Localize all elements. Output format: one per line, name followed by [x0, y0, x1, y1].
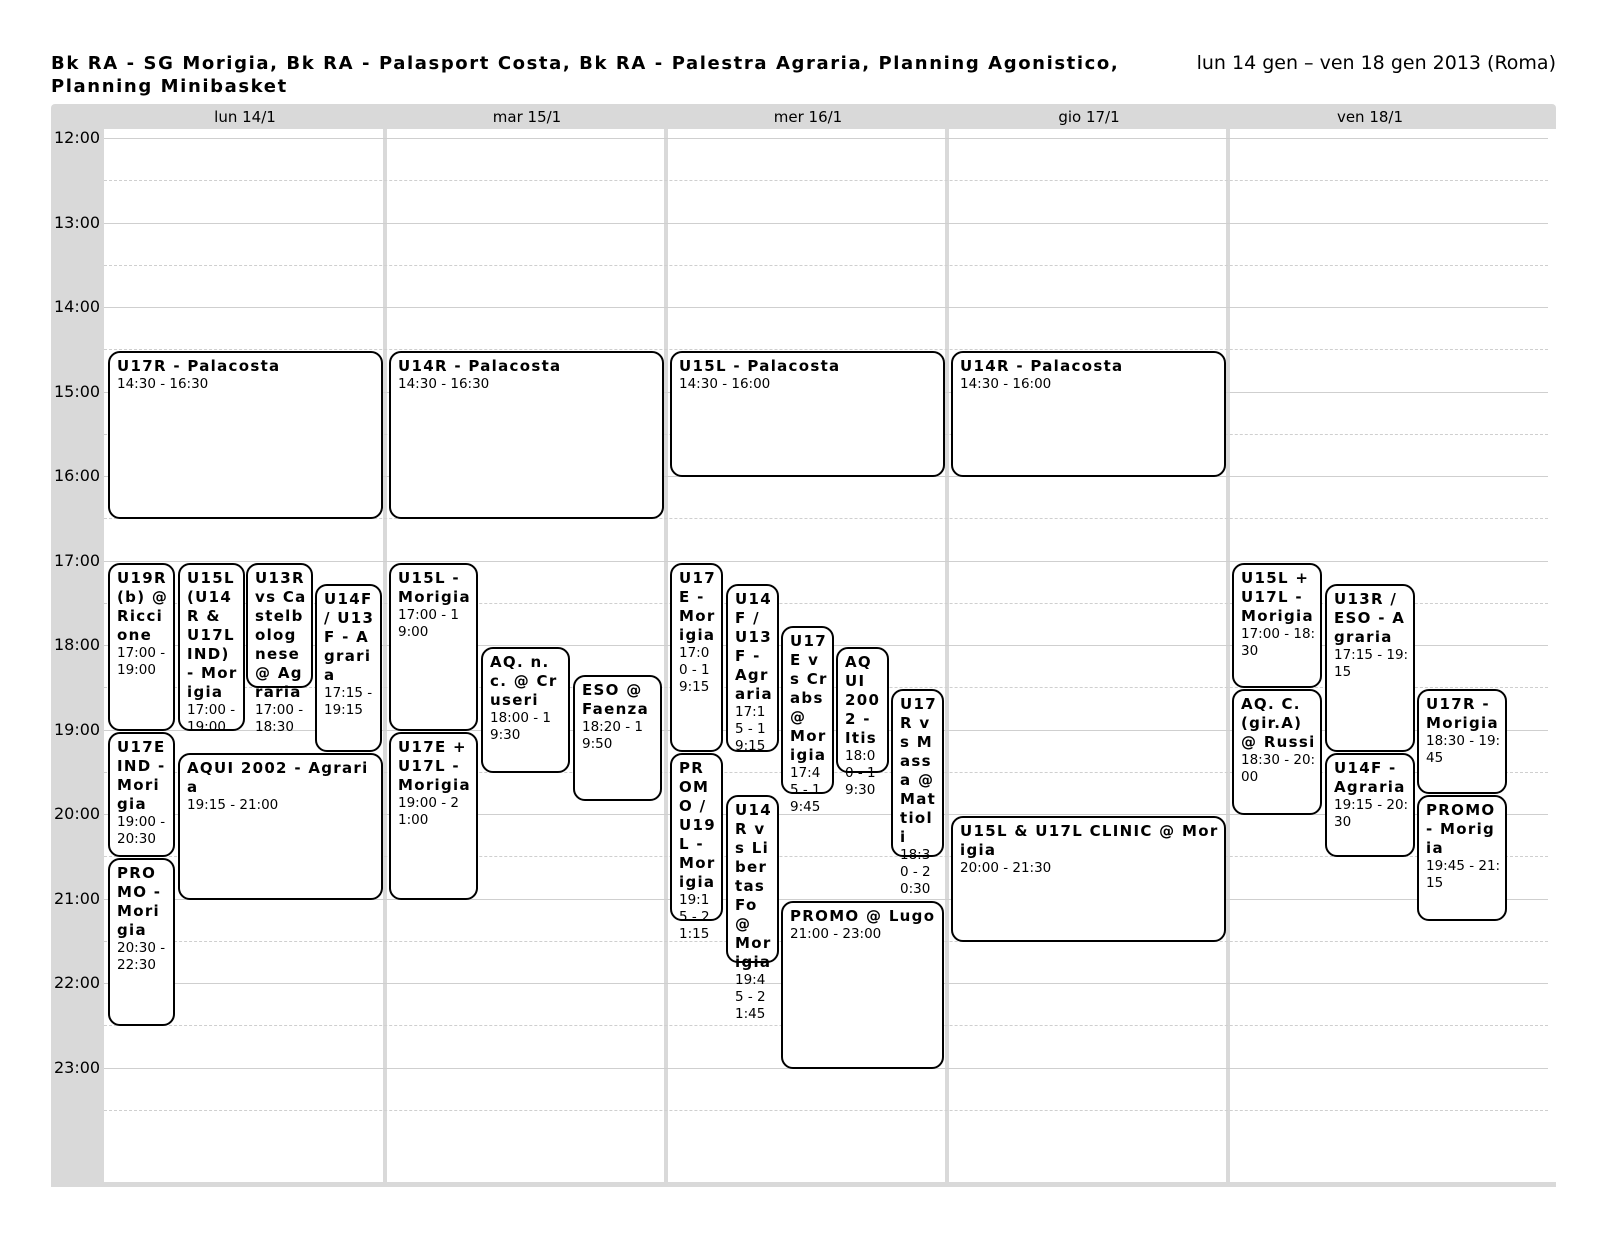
hour-line: [104, 138, 1548, 139]
hour-line: [104, 223, 1548, 224]
half-hour-line: [104, 1110, 1548, 1111]
calendar-event[interactable]: [1325, 584, 1415, 752]
calendar-event[interactable]: [670, 351, 945, 477]
event-title: U17R - Morigia: [1426, 695, 1499, 733]
event-time: 18:20 - 19:50: [582, 719, 643, 753]
time-label-10: 22:00: [54, 973, 101, 992]
event-time: 18:00 - 19:30: [845, 748, 876, 798]
event-time: 14:30 - 16:30: [117, 376, 209, 393]
event-title: ESO @ Faenza: [582, 681, 649, 719]
day-separator: [945, 129, 949, 1182]
calendar-event[interactable]: [1325, 753, 1415, 858]
calendar-event[interactable]: [389, 563, 478, 731]
event-title: U14F - Agraria: [1334, 758, 1406, 796]
event-time: 19:15 - 20:30: [1334, 796, 1409, 830]
calendar-event[interactable]: [951, 351, 1226, 477]
calendar-event[interactable]: [481, 647, 570, 773]
event-title: AQ. n.c. @ Cruseri: [490, 653, 558, 709]
event-title: U17E - Morigia: [679, 568, 716, 644]
hour-line: [104, 561, 1548, 562]
calendar-event[interactable]: [573, 675, 662, 801]
event-time: 17:00 - 19:15: [679, 644, 710, 695]
event-title: PROMO - Morigia: [1426, 800, 1496, 857]
half-hour-line: [104, 349, 1548, 350]
time-label-0: 12:00: [54, 128, 101, 147]
event-time: 14:30 - 16:30: [398, 376, 490, 393]
time-label-7: 19:00: [54, 719, 101, 739]
event-title: PROMO / U19L - Morigia: [679, 758, 716, 891]
time-label-9: 21:00: [54, 888, 101, 908]
event-time: 20:30 - 22:30: [117, 940, 166, 974]
event-title: AQUI 2002 - Itis: [845, 653, 881, 747]
event-title: AQUI 2002 - Agraria: [187, 758, 369, 796]
time-label-4: 16:00: [54, 466, 101, 485]
event-time: 19:45 - 21:15: [1426, 857, 1501, 891]
calendar-event[interactable]: [781, 901, 944, 1069]
time-label-5: 17:00: [54, 550, 101, 570]
event-time: 19:15 - 21:15: [679, 891, 710, 942]
day-header-0: lun 14/1: [214, 108, 276, 126]
event-title: U14F / U13F - Agraria: [735, 589, 773, 703]
half-hour-line: [104, 265, 1548, 266]
hour-line: [104, 307, 1548, 308]
day-header-4: ven 18/1: [1336, 108, 1404, 126]
event-time: 18:30 - 20:00: [1241, 752, 1316, 786]
event-time: 19:00 - 21:00: [398, 794, 459, 828]
event-time: 17:15 - 19:15: [1334, 646, 1409, 680]
event-title: U17EIND - Morigia: [117, 737, 166, 813]
event-title: U17E + U17L - Morigia: [398, 737, 471, 794]
time-label-8: 20:00: [54, 804, 101, 823]
calendar-event[interactable]: [315, 584, 382, 752]
calendar-event[interactable]: [781, 626, 834, 815]
calendar-event[interactable]: [836, 647, 889, 798]
event-title: U14F / U13F - Agraria: [324, 589, 375, 684]
event-title: U14R - Palacosta: [960, 357, 1124, 376]
event-time: 14:30 - 16:00: [679, 376, 771, 393]
calendar-event[interactable]: [108, 858, 175, 1026]
event-title: U14R vs Libertas Fo @ Morigia: [735, 800, 772, 971]
time-label-1: 13:00: [54, 212, 101, 232]
event-title: U17E vs Crabs @ Morigia: [790, 631, 828, 764]
calendar-event[interactable]: [726, 795, 779, 1022]
time-label-2: 14:00: [54, 297, 101, 316]
event-time: 19:15 - 21:00: [187, 796, 279, 813]
calendar-event[interactable]: [108, 563, 175, 731]
event-time: 17:00 - 19:00: [398, 606, 459, 640]
calendar-event[interactable]: [108, 732, 175, 858]
event-time: 14:30 - 16:00: [960, 376, 1052, 393]
time-label-3: 15:00: [54, 381, 101, 401]
event-title: PROMO - Morigia: [117, 864, 162, 940]
event-time: 21:00 - 23:00: [790, 925, 882, 942]
calendar-event[interactable]: [389, 351, 664, 519]
event-time: 17:00 - 19:00: [187, 701, 236, 735]
event-time: 17:00 - 19:00: [117, 644, 166, 678]
calendar-event[interactable]: [1232, 563, 1322, 689]
calendar-event[interactable]: [891, 689, 944, 898]
event-time: 17:15 - 19:15: [324, 684, 373, 718]
time-gutter: [51, 129, 104, 1186]
day-separator: [383, 129, 387, 1182]
calendar-event[interactable]: [1232, 689, 1322, 815]
calendar-event[interactable]: [670, 753, 723, 942]
event-title: U15L - Palacosta: [679, 357, 841, 376]
event-title: U17R vs Massa @ Mattioli: [900, 695, 937, 847]
event-title: U13R vs Castelbolognese @ Agraria: [255, 568, 307, 701]
event-title: U17R - Palacosta: [117, 357, 281, 376]
day-header-1: mar 15/1: [492, 108, 562, 126]
event-title: U15L + U17L - Morigia: [1241, 568, 1314, 625]
calendar-event[interactable]: [951, 816, 1226, 942]
calendar-event[interactable]: [178, 563, 245, 735]
calendar-event[interactable]: [108, 351, 383, 519]
calendar-event[interactable]: [178, 753, 383, 900]
event-time: 17:15 - 19:15: [735, 703, 766, 754]
calendar-event[interactable]: [1417, 795, 1507, 921]
week-calendar: [51, 104, 1556, 1186]
event-time: 19:45 - 21:45: [735, 971, 766, 1022]
calendar-bottom-bar: [51, 1182, 1556, 1187]
day-separator: [664, 129, 668, 1182]
event-time: 18:30 - 20:30: [900, 847, 931, 898]
event-title: U19R (b) @ Riccione: [117, 568, 169, 644]
event-title: U15L - Morigia: [398, 568, 471, 606]
event-time: 17:00 - 18:30: [1241, 625, 1316, 659]
event-time: 17:00 - 18:30: [255, 701, 304, 735]
event-time: 20:00 - 21:30: [960, 860, 1052, 876]
day-header-3: gio 17/1: [1058, 108, 1120, 126]
time-label-6: 18:00: [54, 635, 101, 654]
event-title: U13R / ESO - Agraria: [1334, 589, 1406, 646]
event-time: 17:45 - 19:45: [790, 764, 821, 815]
calendar-event[interactable]: [389, 732, 478, 900]
calendar-event[interactable]: [1417, 689, 1507, 794]
event-title: AQ. C. (gir.A) @ Russi: [1241, 695, 1316, 752]
event-time: 18:30 - 19:45: [1426, 733, 1501, 767]
half-hour-line: [104, 180, 1548, 181]
calendar-event[interactable]: [246, 563, 313, 735]
day-header-2: mer 16/1: [773, 108, 843, 126]
event-title: U15L & U17L CLINIC @ Morigia: [960, 822, 1219, 859]
event-title: PROMO @ Lugo: [790, 906, 936, 925]
event-title: U14R - Palacosta: [398, 357, 562, 376]
event-time: 18:00 - 19:30: [490, 710, 551, 743]
date-range: lun 14 gen – ven 18 gen 2013 (Roma): [1196, 52, 1556, 74]
calendar-event[interactable]: [670, 563, 723, 752]
event-title: U15L (U14R & U17LIND) - Morigia: [187, 568, 238, 701]
page-title: Bk RA - SG Morigia, Bk RA - Palasport Costa, Bk RA - Palestra Agraria, Planning Agonistico, Planning Minibasket: [51, 53, 1120, 97]
time-label-11: 23:00: [54, 1057, 101, 1077]
day-separator: [1226, 129, 1230, 1182]
calendar-event[interactable]: [726, 584, 779, 752]
event-time: 19:00 - 20:30: [117, 813, 166, 847]
